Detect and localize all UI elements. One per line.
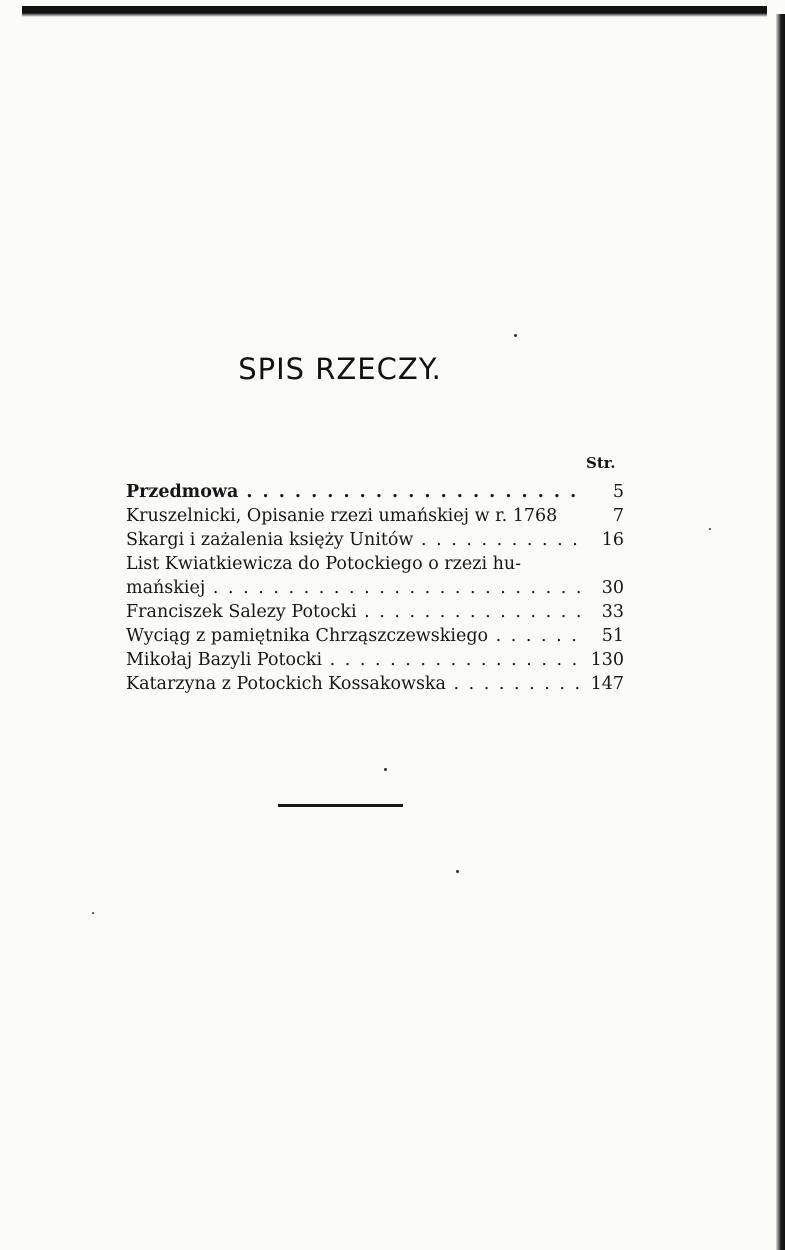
entry-title: Mikołaj Bazyli Potocki . . . bbox=[126, 648, 586, 672]
page-title: SPIS RZECZY. bbox=[238, 352, 442, 386]
entry-page: 7 bbox=[612, 506, 624, 526]
entry-title: Skargi i zażalenia księży Unitów . . . bbox=[126, 528, 586, 552]
entry-title: Franciszek Salezy Potocki . . . bbox=[126, 600, 586, 624]
closing-rule bbox=[278, 804, 403, 807]
entry-title: Kruszelnicki, Opisanie rzezi umańskiej w r. 1768 bbox=[126, 506, 558, 526]
print-speck bbox=[384, 768, 387, 771]
entry-title: Przedmowa . . . bbox=[126, 480, 586, 504]
print-speck bbox=[709, 528, 711, 530]
print-speck bbox=[456, 870, 459, 873]
print-speck bbox=[92, 912, 94, 914]
entry-page: 130 bbox=[590, 650, 624, 670]
print-speck bbox=[514, 334, 517, 337]
entry-page: 16 bbox=[601, 530, 624, 550]
entry-title: Wyciąg z pamiętnika Chrząszczewskiego . . . bbox=[126, 624, 586, 648]
entry-page: 5 bbox=[612, 482, 624, 502]
top-border-rule bbox=[22, 6, 767, 17]
page-edge-shadow bbox=[776, 14, 785, 1250]
entry-title: Katarzyna z Potockich Kossakowska . . . bbox=[126, 672, 586, 696]
entry-title: mańskiej . . . bbox=[126, 576, 586, 600]
entry-page: 30 bbox=[601, 578, 624, 598]
entry-page: 147 bbox=[590, 674, 624, 694]
page-column-label: Str. bbox=[586, 454, 616, 472]
entry-page: 51 bbox=[601, 626, 624, 646]
entry-page: 33 bbox=[601, 602, 624, 622]
entry-title: List Kwiatkiewicza do Potockiego o rzezi hu- bbox=[126, 554, 522, 574]
